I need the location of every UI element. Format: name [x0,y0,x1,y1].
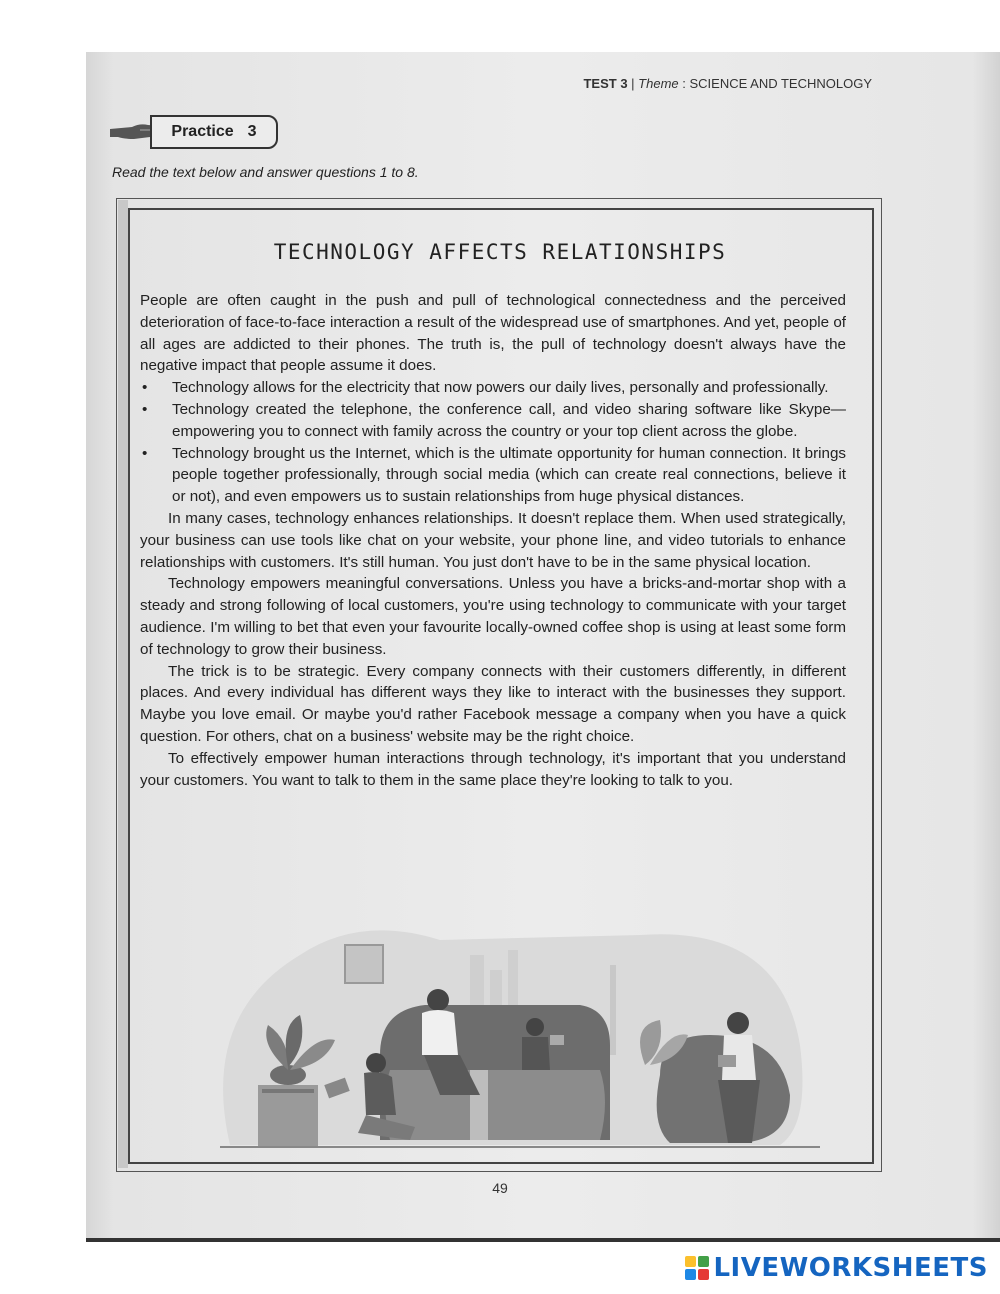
bullet-text: Technology allows for the electricity that now powers our daily lives, personally and professionally. [172,379,829,397]
bullet-item [140,399,846,443]
header-separator: | [627,76,639,91]
liveworksheets-logo[interactable] [685,1253,988,1283]
body-paragraph: To effectively empower human interactions through technology, it's important that you understand your customers. You want to talk to them in the same place they're looking to talk to you. [140,749,846,789]
test-label: TEST 3 [583,76,628,91]
brand-name: LIVEWORKSHEETS [713,1253,988,1283]
bullet-icon: • [142,400,148,418]
intro-paragraph: People are often caught in the push and pull of technological connectedness and the perceived deterioration of face-to-face interaction a result of the widespread use of smartphones. And yet, people of all ages are addicted to their phones. The truth is, the pull of technology doesn't always have the negative impact that people assume it does. [140,292,846,375]
bullet-icon: • [142,444,148,462]
article-title: TECHNOLOGY AFFECTS RELATIONSHIPS [273,240,727,264]
running-header [583,76,872,91]
bullet-item [140,443,846,508]
bullet-text: Technology created the telephone, the conference call, and video sharing software like Skype—empowering you to connect with family across the country or your top client across the globe. [172,400,846,440]
body-paragraph: The trick is to be strategic. Every company connects with their customers differently, in different places. And every individual has different ways they like to interact with the businesses they support. Maybe you love email. Or maybe you'd rather Facebook message a company when you have a quick question. For others, chat on a business' website may be the right choice. [140,662,846,745]
bullet-item [140,377,846,399]
page-number: 49 [492,1180,508,1196]
liveworksheets-icon [685,1256,709,1280]
theme-label: Theme [638,76,679,91]
theme-value: : SCIENCE AND TECHNOLOGY [678,76,872,91]
family-using-devices-illustration [140,895,860,1155]
frame-shadow [118,200,128,1168]
bullet-text: Technology brought us the Internet, which is the ultimate opportunity for human connection. It brings people together professionally, through social media (which can create real connections, believe it or not), and even empowers us to sustain relationships from huge physical distances. [172,444,846,506]
instruction-text: Read the text below and answer questions 1 to 8. [112,164,419,180]
article-body [140,290,846,791]
page-edge [86,1238,1000,1242]
body-paragraph: In many cases, technology enhances relationships. It doesn't replace them. When used strategically, your business can use tools like chat on your website, your phone line, and video tutorials to enhance relationships with customers. It's still human. You just don't have to be in the same physical location. [140,509,846,571]
bullet-list [140,377,846,508]
practice-badge [110,115,280,151]
practice-number: 3 [247,123,257,140]
practice-label-box [150,115,278,149]
practice-label: Practice [171,123,234,140]
bullet-icon: • [142,379,148,397]
body-paragraph: Technology empowers meaningful conversations. Unless you have a bricks-and-mortar shop with a steady and strong following of local customers, you're using technology to communicate with your target audience. I'm willing to bet that even your favourite locally-owned coffee shop is using at least some form of technology to grow their business. [140,575,846,658]
